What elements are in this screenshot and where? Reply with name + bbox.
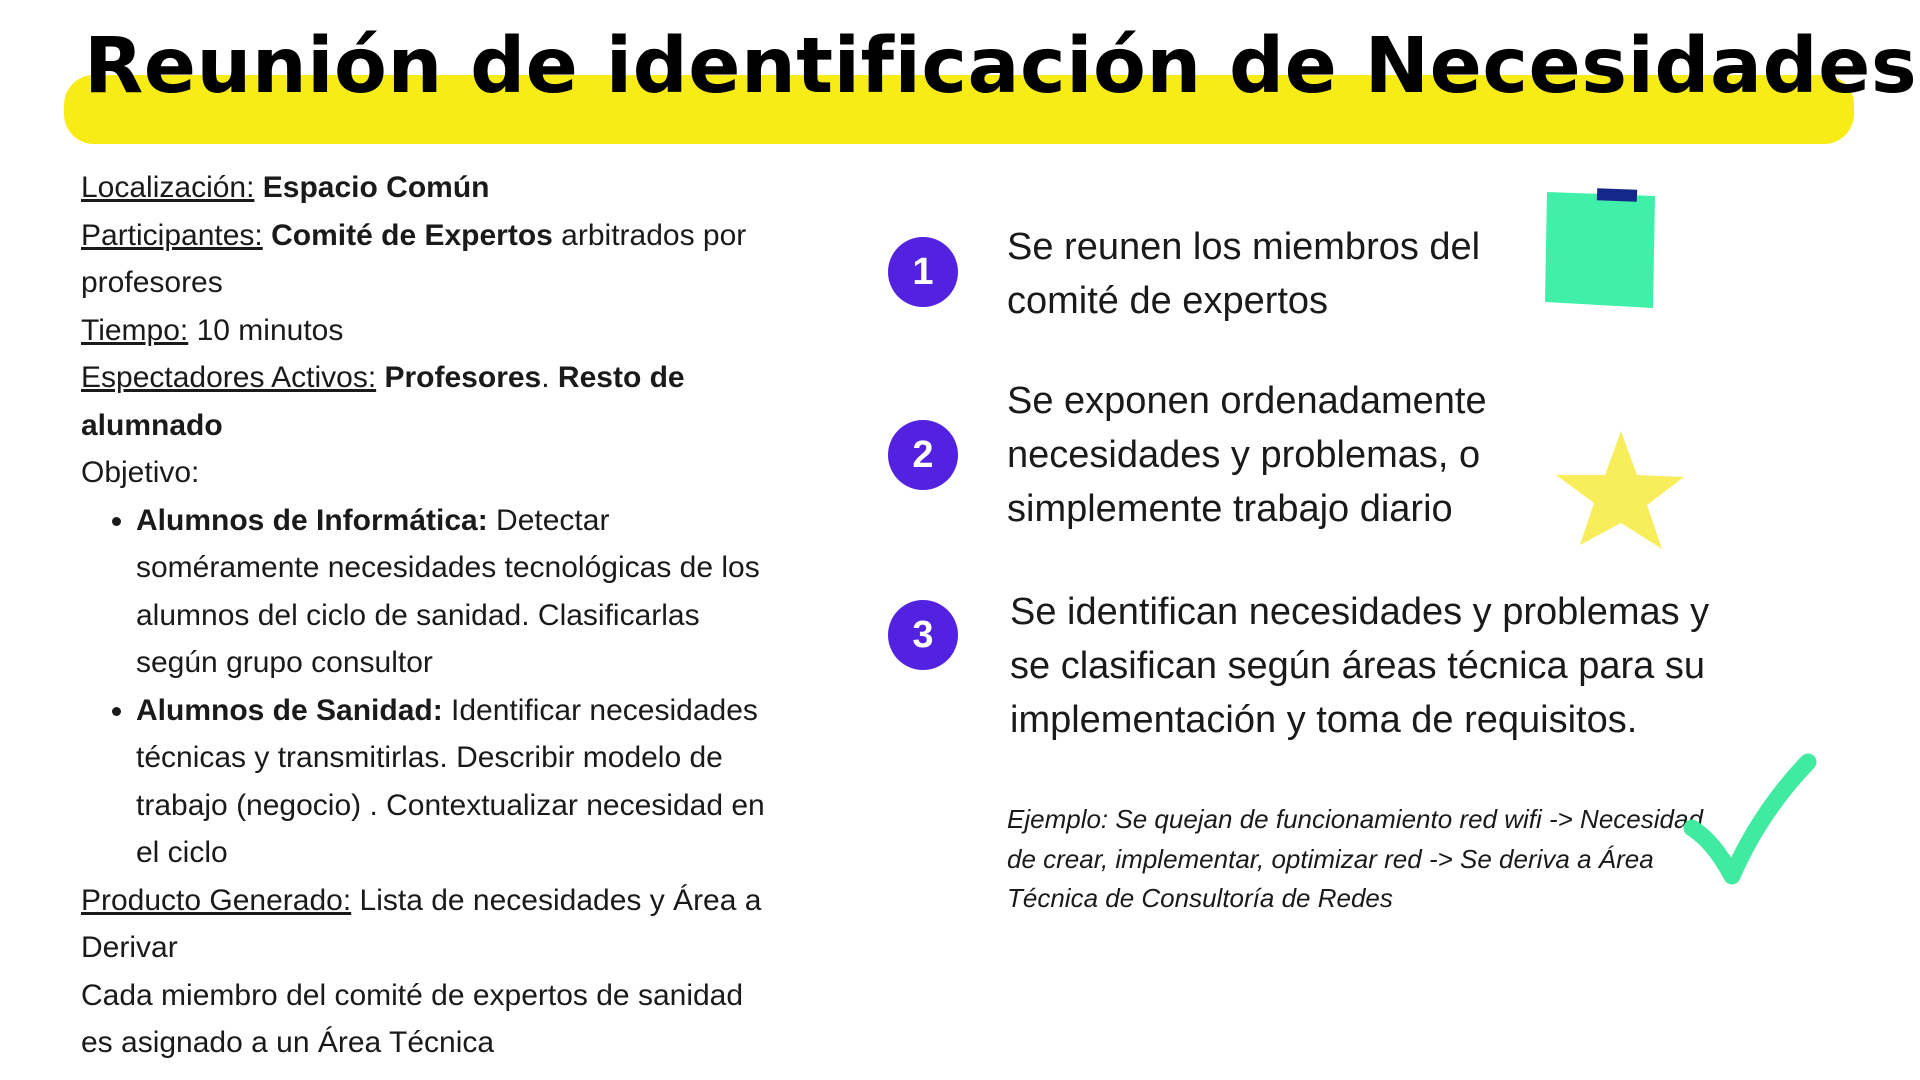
location-value: Espacio Común	[262, 171, 490, 204]
assignment-text: Cada miembro del comité de expertos de sanidad es asignado a un Área Técnica	[81, 978, 744, 1059]
step-text: Se reunen los miembros del comité de expertos	[1007, 226, 1481, 322]
step-number-badge: 3	[888, 600, 958, 670]
time-value: 10 minutos	[188, 313, 344, 347]
product-value: Lista de necesidades y Área a Derivar	[81, 883, 762, 964]
star-icon	[1550, 425, 1690, 555]
details-panel	[81, 164, 781, 1067]
objective-item-text: Identificar necesidades técnicas y transmitirlas. Describir modelo de trabajo (negocio) . Contextualizar necesidad en el ciclo	[136, 693, 765, 869]
title-area	[0, 0, 1920, 150]
participants-bold: Comité de Expertos	[271, 218, 553, 252]
participants-label: Participantes:	[81, 218, 263, 252]
page-title: Reunión de identificación de Necesidades	[84, 22, 1918, 111]
spectators-label: Espectadores Activos:	[81, 361, 377, 394]
checkmark-icon	[1680, 750, 1820, 890]
step-text: Se exponen ordenadamente necesidades y problemas, o simplemente trabajo diario	[1007, 380, 1487, 530]
spectators-bold-1: Profesores	[384, 361, 542, 394]
objective-label: Objetivo:	[81, 456, 200, 489]
spectators-bold-2: Resto de alumnado	[81, 361, 685, 442]
objective-list	[81, 497, 781, 877]
location-line	[81, 164, 781, 212]
participants-line	[81, 212, 781, 307]
time-label: Tiempo:	[81, 313, 189, 347]
step-number-badge: 1	[888, 237, 958, 307]
product-label: Producto Generado:	[81, 883, 352, 917]
location-label: Localización:	[81, 171, 255, 204]
objective-item	[136, 687, 781, 877]
step-text: Se identifican necesidades y problemas y se clasifican según áreas técnica para su implementación y toma de requisitos.	[1010, 591, 1710, 741]
step-number-badge: 2	[888, 420, 958, 490]
objective-item	[136, 497, 781, 687]
objective-item-text: Detectar soméramente necesidades tecnológicas de los alumnos del ciclo de sanidad. Clasificarlas según grupo consultor	[136, 503, 760, 679]
objective-item-bold: Alumnos de Sanidad:	[136, 693, 443, 727]
example-text: Ejemplo: Se quejan de funcionamiento red wifi -> Necesidad de crear, implementar, optimizar red -> Se deriva a Área Técnica de Consultoría de Redes	[1007, 804, 1703, 913]
product-line	[81, 877, 781, 972]
spectators-sep: .	[541, 361, 558, 394]
participants-rest: arbitrados por profesores	[81, 218, 747, 299]
sticky-note-icon	[1535, 180, 1670, 315]
spectators-line	[81, 354, 781, 449]
objective-item-bold: Alumnos de Informática:	[136, 503, 488, 537]
time-line	[81, 307, 781, 355]
